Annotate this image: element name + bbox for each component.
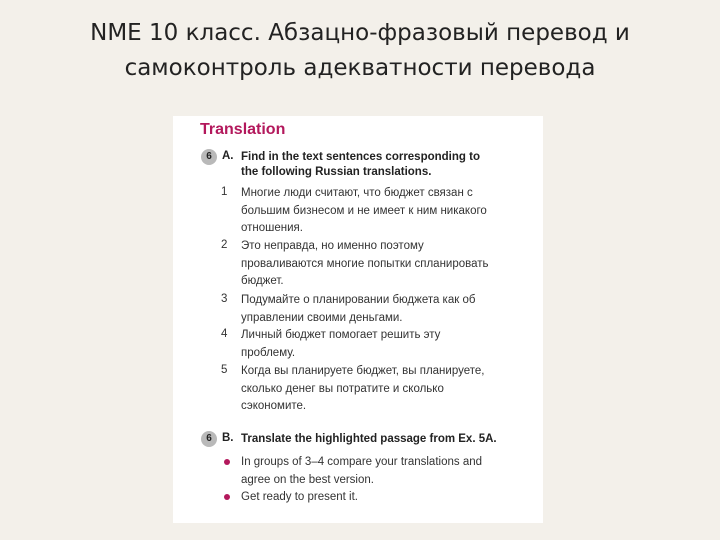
slide-title-line-2: самоконтроль адекватности перевода [124, 55, 596, 81]
item-number: 1 [221, 186, 228, 198]
slide-title [0, 16, 720, 86]
item-number: 5 [221, 364, 228, 376]
list-item-line: большим бизнесом и не имеет к ним никакого [241, 204, 487, 217]
slide-title-line-1: NME 10 класс. Абзацно-фразовый перевод и [90, 20, 630, 46]
list-item [241, 363, 484, 416]
list-item-line: бюджет. [241, 275, 284, 287]
list-item-line: Когда вы планируете бюджет, вы планируете, [241, 365, 485, 377]
list-item-line: сэкономите. [241, 400, 307, 412]
list-item [241, 292, 475, 327]
list-item-line: Личный бюджет помогает решить эту [241, 329, 441, 341]
bullet-icon [224, 494, 230, 500]
task-a-instruction [241, 150, 480, 180]
task-b-instruction: Translate the highlighted passage from Ex. 5A. [241, 433, 497, 445]
list-item-line: Это неправда, но именно поэтому [241, 240, 424, 252]
task-a-letter: A. [222, 150, 234, 162]
task-b-number-badge: 6 [201, 431, 217, 447]
bullet-item-line: Get ready to present it. [241, 491, 358, 503]
bullet-item-line: agree on the best version. [241, 473, 374, 486]
item-number: 2 [221, 239, 228, 251]
list-item-line: управлении своими деньгами. [241, 311, 403, 324]
item-number: 3 [221, 293, 228, 305]
list-item [241, 185, 487, 238]
task-a-instruction-line: the following Russian translations. [241, 166, 432, 178]
task-b-letter: B. [222, 432, 234, 444]
section-heading: Translation [200, 121, 286, 138]
list-item [241, 238, 489, 291]
bullet-item [241, 489, 358, 507]
item-number: 4 [221, 328, 228, 340]
task-a-number-badge: 6 [201, 149, 217, 165]
list-item-line: Подумайте о планировании бюджета как об [241, 294, 476, 306]
list-item-line: отношения. [241, 222, 303, 234]
list-item-line: сколько денег вы потратите и сколько [241, 382, 444, 395]
list-item-line: Многие люди считают, что бюджет связан с [241, 187, 473, 199]
textbook-page-image [173, 116, 543, 523]
list-item [241, 327, 440, 362]
list-item-line: проваливаются многие попытки спланировать [241, 257, 489, 270]
list-item-line: проблему. [241, 346, 296, 359]
bullet-item [241, 454, 482, 489]
bullet-item-line: In groups of 3–4 compare your translations and [241, 456, 483, 468]
task-a-instruction-line: Find in the text sentences corresponding to [241, 151, 480, 163]
bullet-icon [224, 459, 230, 465]
